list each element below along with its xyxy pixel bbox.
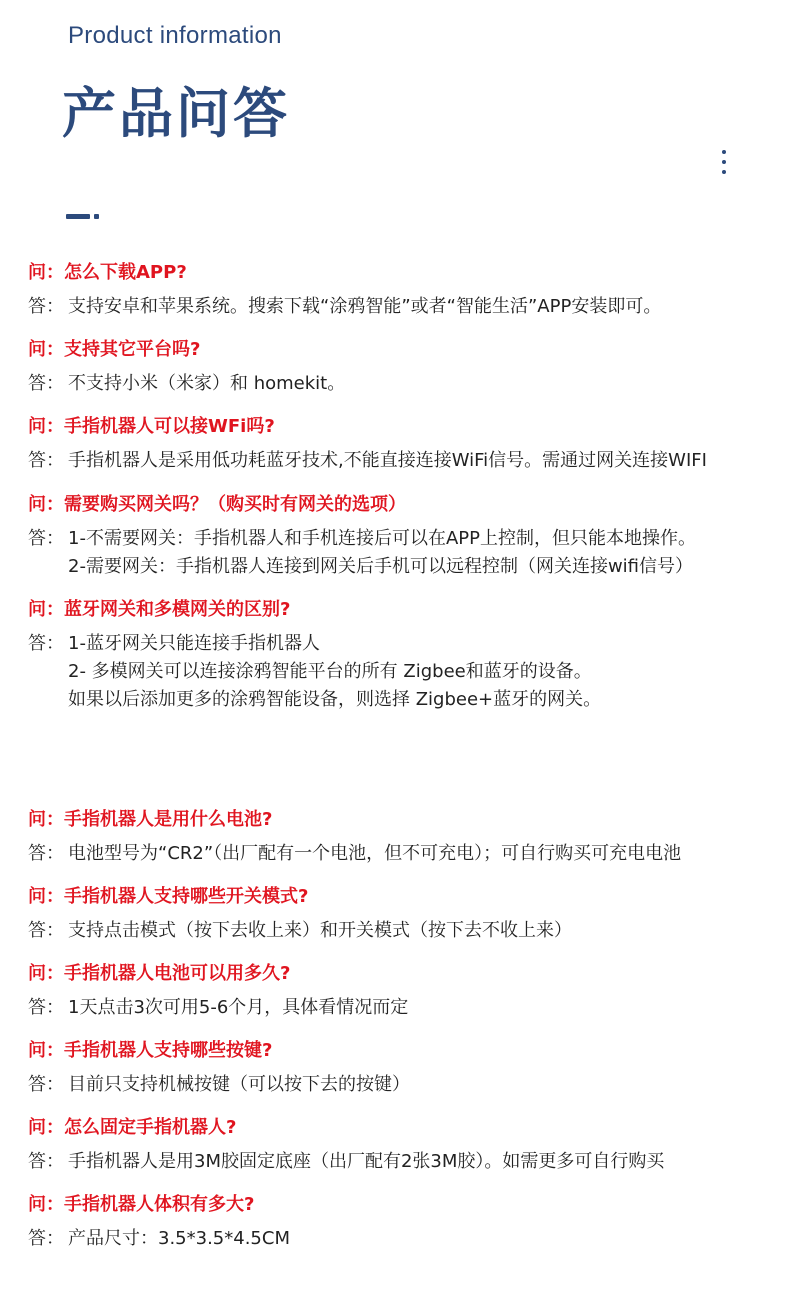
answer-line: 电池型号为“CR2”（出厂配有一个电池，但不可充电）；可自行购买可充电电池	[68, 843, 682, 864]
answer-line: 支持点击模式（按下去收上来）和开关模式（按下去不收上来）	[68, 920, 572, 941]
qa-item-5	[28, 596, 788, 714]
answer-line: 不支持小米（米家）和 homekit。	[68, 373, 346, 394]
qa-item-9	[28, 1037, 788, 1099]
answer-prefix: 答：	[28, 920, 64, 941]
answer-prefix: 答：	[28, 1151, 64, 1172]
answer-line: 1-不需要网关：手指机器人和手机连接后可以在APP上控制，但只能本地操作。	[68, 528, 696, 549]
answer-prefix: 答：	[28, 997, 64, 1018]
answer-line: 2-需要网关：手指机器人连接到网关后手机可以远程控制（网关连接wifi信号）	[68, 556, 694, 577]
qa-item-11	[28, 1191, 788, 1253]
answer-prefix: 答：	[28, 1074, 64, 1095]
qa-item-3	[28, 413, 788, 475]
answer-line: 如果以后添加更多的涂鸦智能设备，则选择 Zigbee+蓝牙的网关。	[68, 689, 602, 710]
answer-line: 手指机器人是用3M胶固定底座（出厂配有2张3M胶）。如需更多可自行购买	[68, 1151, 665, 1172]
question: 问：怎么下载APP?	[28, 262, 187, 283]
question: 问：怎么固定手指机器人?	[28, 1117, 237, 1138]
question: 问：蓝牙网关和多模网关的区别?	[28, 599, 291, 620]
answer-line: 支持安卓和苹果系统。搜索下载“涂鸦智能”或者“智能生活”APP安装即可。	[68, 296, 662, 317]
answer-prefix: 答：	[28, 450, 64, 471]
answer-prefix: 答：	[28, 633, 64, 654]
answer-prefix: 答：	[28, 843, 64, 864]
question: 问：需要购买网关吗？（购买时有网关的选项）	[28, 494, 406, 515]
question: 问：手指机器人支持哪些开关模式?	[28, 886, 309, 907]
qa-item-1	[28, 259, 788, 321]
qa-item-2	[28, 336, 788, 398]
qa-item-10	[28, 1114, 788, 1176]
answer-line: 1-蓝牙网关只能连接手指机器人	[68, 633, 320, 654]
qa-item-6	[28, 806, 788, 868]
qa-item-7	[28, 883, 788, 945]
question: 问：手指机器人是用什么电池?	[28, 809, 273, 830]
answer-prefix: 答：	[28, 1228, 64, 1249]
answer-line: 2- 多模网关可以连接涂鸦智能平台的所有 Zigbee和蓝牙的设备。	[68, 661, 592, 682]
answer-line: 目前只支持机械按键（可以按下去的按键）	[68, 1074, 410, 1095]
question: 问：手指机器人支持哪些按键?	[28, 1040, 273, 1061]
answer-line: 手指机器人是采用低功耗蓝牙技术,不能直接连接WiFi信号。需通过网关连接WIFI	[68, 450, 707, 471]
answer-line: 产品尺寸：3.5*3.5*4.5CM	[68, 1228, 290, 1249]
qa-item-8	[28, 960, 788, 1022]
subtitle: Product information	[68, 22, 282, 49]
page-title: 产品问答	[62, 82, 290, 145]
answer-prefix: 答：	[28, 296, 64, 317]
answer-prefix: 答：	[28, 373, 64, 394]
question: 问：支持其它平台吗?	[28, 339, 201, 360]
question: 问：手指机器人可以接WFi吗?	[28, 416, 275, 437]
vertical-dots-icon	[719, 150, 729, 180]
answer-line: 1天点击3次可用5-6个月，具体看情况而定	[68, 997, 409, 1018]
question: 问：手指机器人电池可以用多久?	[28, 963, 291, 984]
qa-item-4	[28, 491, 788, 581]
question: 问：手指机器人体积有多大?	[28, 1194, 255, 1215]
answer-prefix: 答：	[28, 528, 64, 549]
